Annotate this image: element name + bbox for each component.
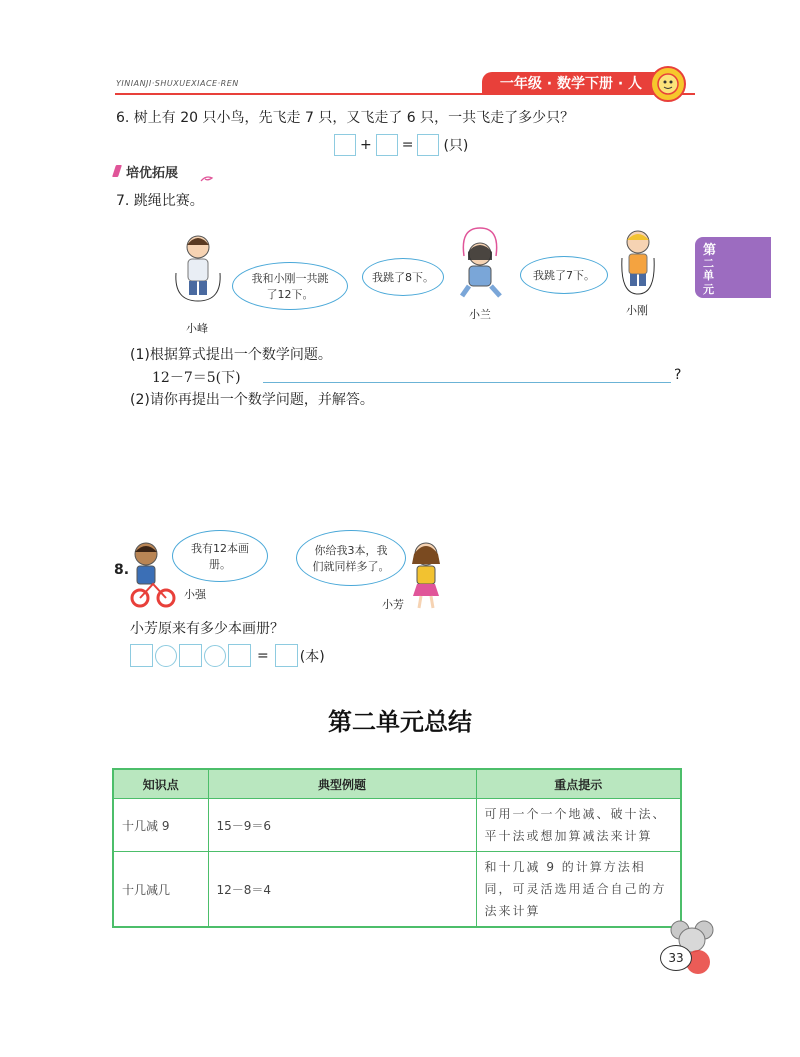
answer-box[interactable] (179, 644, 202, 667)
swirl-icon (200, 168, 214, 187)
q8-question: 小芳原来有多少本画册？ (130, 621, 284, 637)
side-tab-char: 二 (703, 257, 714, 270)
operator-circle[interactable] (155, 645, 177, 667)
plus-sign: + (360, 137, 372, 153)
answer-line[interactable] (263, 382, 671, 383)
answer-box[interactable] (275, 644, 298, 667)
equals-sign: = (257, 647, 269, 664)
column-header: 典型例题 (208, 769, 476, 799)
question-mark: ? (674, 367, 682, 383)
summary-title: 第二单元总结 (328, 708, 472, 736)
page-number: 33 (660, 945, 692, 971)
answer-box[interactable] (417, 134, 439, 156)
table-header-row (113, 769, 681, 799)
name-xiaofeng: 小峰 (186, 322, 208, 335)
q7-subquestion-1: (1)根据算式提出一个数学问题。 (130, 347, 332, 363)
section-title (116, 162, 178, 181)
answer-box[interactable] (376, 134, 398, 156)
boy-with-bike-illustration (126, 540, 176, 614)
speech-bubble-xiaoqiang: 我有12本画册。 (172, 530, 268, 582)
name-xiaoqiang: 小强 (184, 588, 206, 601)
table-row (113, 852, 681, 928)
girl-jumping-rope-illustration (450, 226, 510, 306)
speech-bubble-xiaolan: 我跳了8下。 (362, 258, 444, 296)
operator-circle[interactable] (204, 645, 226, 667)
girl-illustration (404, 540, 448, 614)
boy-jumping-rope-illustration (170, 233, 226, 309)
speech-bubble-xiaofeng: 我和小刚一共跳了12下。 (232, 262, 348, 310)
name-xiaogang: 小刚 (626, 304, 648, 317)
name-xiaofang: 小芳 (382, 598, 404, 611)
side-tab-char: 单 (703, 269, 714, 282)
hint-cell: 和十几减 9 的计算方法相同，可灵活选用适合自己的方法来计算 (476, 852, 681, 928)
topic-cell: 十几减 9 (113, 799, 208, 852)
boy-jumping-rope-illustration (618, 228, 658, 302)
unit-side-tab (695, 237, 771, 298)
question-7-title: 7. 跳绳比赛。 (116, 193, 204, 209)
series-code: YINIANJI·SHUXUEXIACE·REN (116, 79, 239, 88)
unit-label: (只) (443, 138, 469, 154)
side-tab-char: 元 (703, 283, 714, 296)
example-cell: 15－9＝6 (208, 799, 476, 852)
column-header: 重点提示 (476, 769, 681, 799)
column-header: 知识点 (113, 769, 208, 799)
answer-box[interactable] (130, 644, 153, 667)
question-8-number: 8. (114, 562, 130, 578)
section-title-text: 培优拓展 (126, 166, 179, 181)
answer-box[interactable] (228, 644, 251, 667)
question-6: 6. 树上有 20 只小鸟，先飞走 7 只，又飞走了 6 只，一共飞走了多少只？ (116, 110, 575, 126)
publisher-badge-icon (650, 66, 686, 102)
table-row (113, 799, 681, 852)
unit-label: (本) (299, 648, 325, 665)
hint-cell: 可用一个一个地减、破十法、平十法或想加算减法来计算 (476, 799, 681, 852)
q7-equation: 12－7＝5(下) (152, 370, 241, 386)
example-cell: 12－8＝4 (208, 852, 476, 928)
q6-equation (334, 134, 468, 156)
grade-tag: 一年级 · 数学下册 · 人 (482, 72, 660, 94)
q7-subquestion-2: (2)请你再提出一个数学问题，并解答。 (130, 392, 374, 408)
answer-box[interactable] (334, 134, 356, 156)
topic-cell: 十几减几 (113, 852, 208, 928)
summary-table (112, 768, 682, 928)
q8-equation (130, 644, 325, 667)
speech-bubble-xiaofang: 你给我3本，我们就同样多了。 (296, 530, 406, 586)
side-tab-char: 第 (703, 243, 717, 258)
speech-bubble-xiaogang: 我跳了7下。 (520, 256, 608, 294)
equals-sign: = (401, 137, 414, 153)
name-xiaolan: 小兰 (469, 308, 491, 321)
